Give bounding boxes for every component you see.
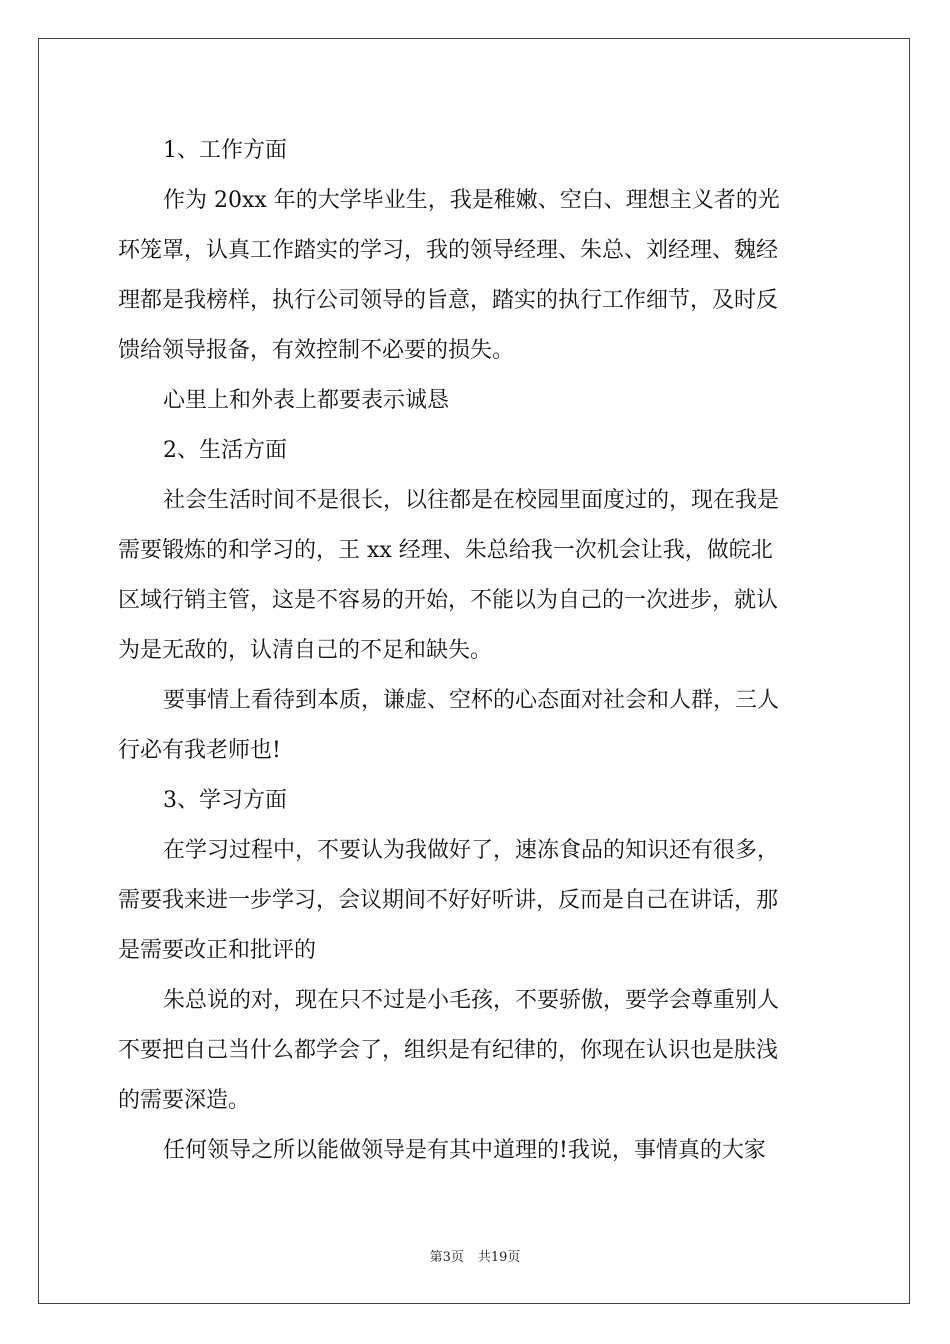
text-line: 3、学习方面 — [163, 788, 287, 813]
text-line: 馈给领导报备，有效控制不必要的损失。 — [118, 338, 515, 363]
text-line: 是需要改正和批评的 — [118, 938, 317, 963]
page-number: 第3页 — [429, 1250, 464, 1265]
text-line: 区域行销主管，这是不容易的开始，不能以为自己的一次进步，就认 — [118, 588, 779, 613]
text-line: 1、工作方面 — [163, 138, 287, 163]
text-line: 要事情上看待到本质，谦虚、空杯的心态面对社会和人群，三人 — [163, 688, 780, 713]
text-line: 环笼罩，认真工作踏实的学习，我的领导经理、朱总、刘经理、魏经 — [118, 238, 779, 263]
text-line: 不要把自己当什么都学会了，组织是有纪律的，你现在认识也是肤浅 — [118, 1038, 779, 1063]
text-line: 朱总说的对，现在只不过是小毛孩，不要骄傲，要学会尊重别人 — [163, 988, 780, 1013]
text-line: 作为 20xx 年的大学毕业生，我是稚嫩、空白、理想主义者的光 — [163, 188, 780, 213]
text-line: 需要我来进一步学习，会议期间不好好听讲，反而是自己在讲话，那 — [118, 888, 779, 913]
text-line: 为是无敌的，认清自己的不足和缺失。 — [118, 638, 493, 663]
page-footer — [0, 1246, 950, 1265]
text-line: 社会生活时间不是很长，以往都是在校园里面度过的，现在我是 — [163, 488, 780, 513]
text-line: 需要锻炼的和学习的，王 xx 经理、朱总给我一次机会让我，做皖北 — [118, 538, 773, 563]
page-total: 共19页 — [477, 1250, 521, 1265]
text-line: 心里上和外表上都要表示诚恳 — [163, 388, 450, 413]
text-line: 任何领导之所以能做领导是有其中道理的!我说，事情真的大家 — [163, 1138, 766, 1163]
text-line: 理都是我榜样，执行公司领导的旨意，踏实的执行工作细节，及时反 — [118, 288, 779, 313]
text-line: 2、生活方面 — [163, 438, 287, 463]
text-line: 的需要深造。 — [118, 1088, 251, 1113]
text-line: 行必有我老师也! — [118, 738, 281, 763]
text-line: 在学习过程中，不要认为我做好了，速冻食品的知识还有很多， — [163, 838, 780, 863]
document-body — [118, 126, 834, 1176]
